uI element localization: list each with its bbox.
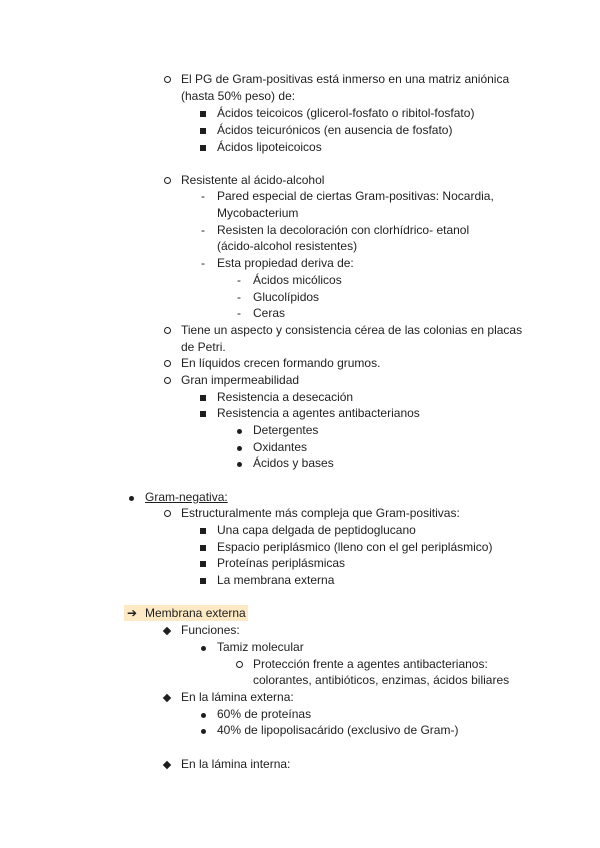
- impermeability-line: Gran impermeabilidad: [181, 373, 300, 387]
- square-bullet-icon: [198, 522, 208, 538]
- list-item: Espacio periplásmico (lleno con el gel periplásmico): [217, 540, 493, 554]
- list-item: La membrana externa: [217, 573, 335, 587]
- decolor-line-1: Resisten la decoloración con clorhídrico- etanol: [217, 223, 470, 237]
- square-bullet-icon: [198, 555, 208, 571]
- list-item: Resistencia a agentes antibacterianos: [217, 406, 420, 420]
- square-bullet-icon: [198, 389, 208, 405]
- diamond-bullet-icon: [162, 689, 172, 705]
- diamond-bullet-icon: [162, 756, 172, 772]
- square-bullet-icon: [198, 105, 208, 121]
- list-item: 60% de proteínas: [217, 707, 312, 721]
- sieve-line: Tamiz molecular: [217, 640, 304, 654]
- list-item: 40% de lipopolisacárido (exclusivo de Gram-): [217, 723, 459, 737]
- dash-bullet-icon: -: [201, 256, 205, 270]
- dot-bullet-icon: [198, 706, 208, 722]
- list-item: Oxidantes: [253, 440, 308, 454]
- liquids-line: En líquidos crecen formando grumos.: [181, 356, 381, 370]
- circle-bullet-icon: [162, 355, 172, 371]
- dash-bullet-icon: -: [201, 189, 205, 203]
- matrix-line-2: (hasta 50% peso) de:: [181, 89, 296, 103]
- arrow-icon: ➔: [127, 606, 138, 620]
- list-item: Ácidos teicurónicos (en ausencia de fosfato): [217, 123, 453, 137]
- dash-bullet-icon: -: [237, 306, 241, 320]
- matrix-line-1: El PG de Gram-positivas está inmerso en una matriz aniónica: [181, 72, 510, 86]
- list-item: Ácidos lipoteicoicos: [217, 140, 322, 154]
- protection-line-2: colorantes, antibióticos, enzimas, ácidos biliares: [253, 673, 510, 687]
- functions-line: Funciones:: [181, 623, 240, 637]
- dot-bullet-icon: [198, 639, 208, 655]
- dot-bullet-icon: [198, 722, 208, 738]
- outer-leaf-line: En la lámina externa:: [181, 690, 294, 704]
- circle-bullet-icon: [162, 322, 172, 338]
- list-item: Ceras: [253, 306, 286, 320]
- list-item: Proteínas periplásmicas: [217, 556, 346, 570]
- square-bullet-icon: [198, 539, 208, 555]
- derives-line: Esta propiedad deriva de:: [217, 256, 354, 270]
- circle-bullet-icon: [162, 172, 172, 188]
- circle-bullet-icon: [162, 372, 172, 388]
- list-item: Ácidos teicoicos (glicerol-fosfato o ribitol-fosfato): [217, 106, 475, 120]
- dash-bullet-icon: -: [237, 290, 241, 304]
- dash-bullet-icon: -: [201, 223, 205, 237]
- outer-membrane-heading: Membrana externa: [145, 606, 246, 620]
- diamond-bullet-icon: [162, 622, 172, 638]
- dot-bullet-icon: [234, 422, 244, 438]
- list-item: Resistencia a desecación: [217, 390, 354, 404]
- inner-leaf-line: En la lámina interna:: [181, 757, 291, 771]
- list-item: Ácidos y bases: [253, 456, 334, 470]
- circle-bullet-icon: [162, 505, 172, 521]
- circle-bullet-icon: [234, 656, 244, 672]
- acid-alcohol-title: Resistente al ácido-alcohol: [181, 173, 325, 187]
- square-bullet-icon: [198, 572, 208, 588]
- wall-line-2: Mycobacterium: [217, 206, 299, 220]
- square-bullet-icon: [198, 139, 208, 155]
- gram-negative-heading: Gram-negativa:: [145, 490, 228, 504]
- aspect-line-2: de Petri.: [181, 340, 226, 354]
- square-bullet-icon: [198, 405, 208, 421]
- circle-bullet-icon: [162, 71, 172, 87]
- structure-line: Estructuralmente más compleja que Gram-positivas:: [181, 506, 460, 520]
- square-bullet-icon: [198, 122, 208, 138]
- list-item: Ácidos micólicos: [253, 273, 342, 287]
- list-item: Una capa delgada de peptidoglucano: [217, 523, 416, 537]
- dot-bullet-icon: [234, 439, 244, 455]
- decolor-line-2: (ácido-alcohol resistentes): [217, 239, 358, 253]
- wall-line-1: Pared especial de ciertas Gram-positivas: Nocardia,: [217, 189, 494, 203]
- protection-line-1: Protección frente a agentes antibacterianos:: [253, 657, 488, 671]
- list-item: Detergentes: [253, 423, 319, 437]
- dot-bullet-icon: [126, 489, 136, 505]
- list-item: Glucolípidos: [253, 290, 320, 304]
- aspect-line-1: Tiene un aspecto y consistencia cérea de las colonias en placas: [181, 323, 523, 337]
- dot-bullet-icon: [234, 455, 244, 471]
- dash-bullet-icon: -: [237, 273, 241, 287]
